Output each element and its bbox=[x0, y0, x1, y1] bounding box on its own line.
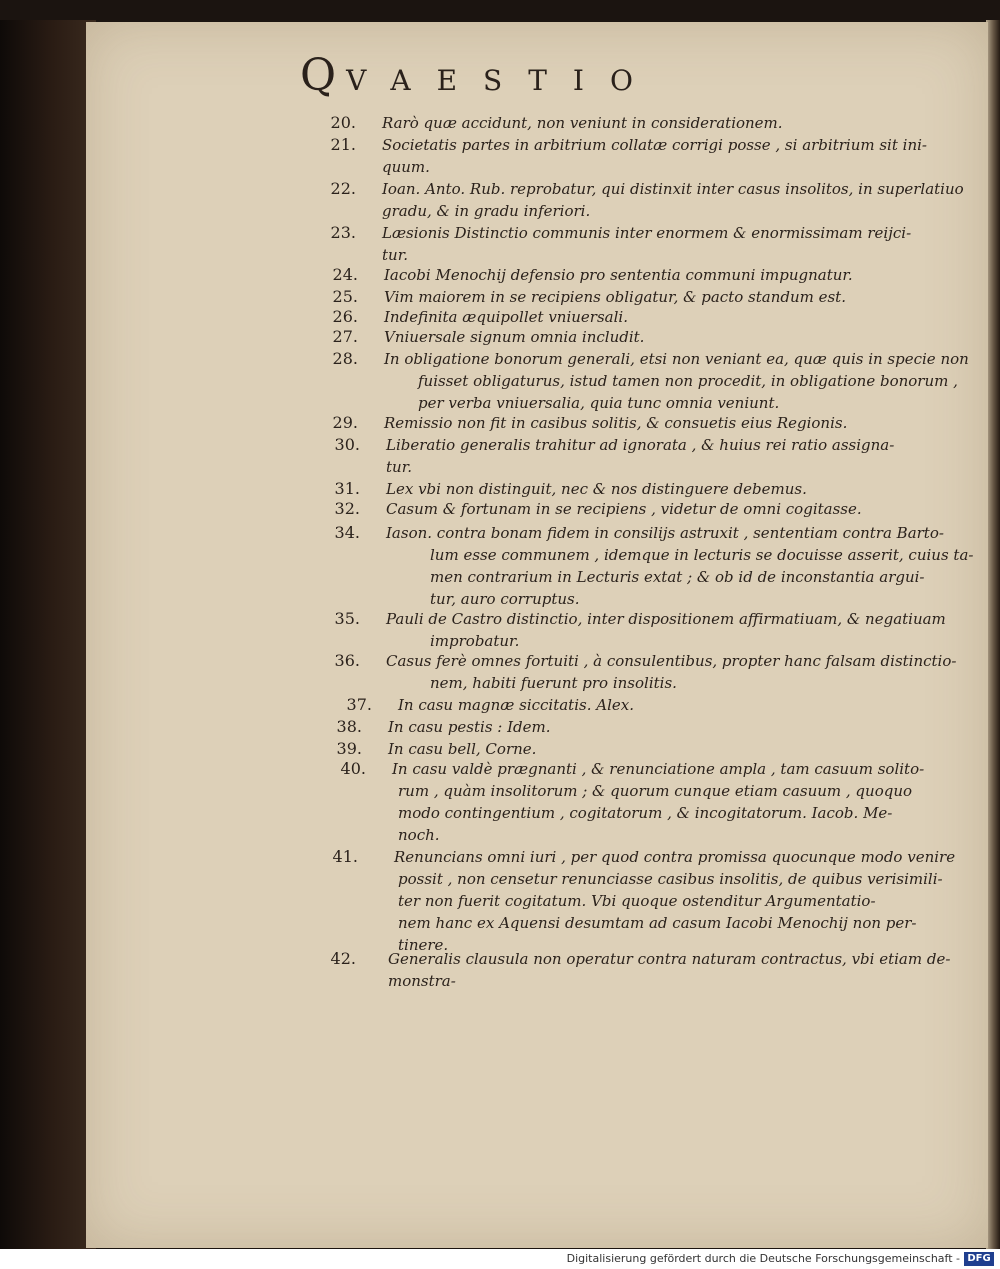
entry-line: In obligatione bonorum generali, etsi non veniant ea, quæ quis in specie non bbox=[384, 350, 969, 368]
entry-line: Ioan. Anto. Rub. reprobatur, qui distinxit inter casus insolitos, in superlatiuo bbox=[382, 180, 964, 198]
entry-line: modo contingentium , cogitatorum , & incogitatorum. Iacob. Me- bbox=[398, 804, 893, 822]
entry-line: Generalis clausula non operatur contra naturam contractus, vbi etiam de- bbox=[388, 950, 951, 968]
entry-number: 30. bbox=[334, 435, 360, 454]
entry-line: ter non fuerit cogitatum. Vbi quoque ostenditur Argumentatio- bbox=[398, 892, 876, 910]
entry-line: Vniuersale signum omnia includit. bbox=[384, 328, 645, 346]
entry-line: Iacobi Menochij defensio pro sententia communi impugnatur. bbox=[384, 266, 853, 284]
entry-number: 37. bbox=[346, 695, 372, 714]
entry-number: 24. bbox=[332, 265, 358, 284]
dfg-logo: DFG bbox=[964, 1252, 994, 1266]
entry-number: 28. bbox=[332, 349, 358, 368]
entry-line: tinere. bbox=[398, 936, 449, 954]
entry-number: 39. bbox=[336, 739, 362, 758]
entry-number: 38. bbox=[336, 717, 362, 736]
entry-line: nem hanc ex Aquensi desumtam ad casum Iacobi Menochij non per- bbox=[398, 914, 917, 932]
running-head-initial: Q bbox=[300, 50, 347, 101]
entry-number: 25. bbox=[332, 287, 358, 306]
entry-line: Indefinita æquipollet vniuersali. bbox=[384, 308, 628, 326]
entry-number: 35. bbox=[334, 609, 360, 628]
entry-line: fuisset obligaturus, istud tamen non procedit, in obligatione bonorum , bbox=[418, 372, 958, 390]
entry-line: Læsionis Distinctio communis inter enormem & enormissimam reijci- bbox=[382, 224, 912, 242]
entry-number: 23. bbox=[330, 223, 356, 242]
entry-line: nem, habiti fuerunt pro insolitis. bbox=[430, 674, 677, 692]
entry-line: men contrarium in Lecturis extat ; & ob id de inconstantia argui- bbox=[430, 568, 925, 586]
entry-line: In casu bell, Corne. bbox=[388, 740, 537, 758]
entry-line: tur. bbox=[386, 458, 412, 476]
entry-number: 22. bbox=[330, 179, 356, 198]
running-head-rest: VAESTIO bbox=[346, 64, 659, 97]
entry-line: Casus ferè omnes fortuiti , à consulentibus, propter hanc falsam distinctio- bbox=[386, 652, 957, 670]
entry-number: 21. bbox=[330, 135, 356, 154]
page-right-edge bbox=[986, 20, 1000, 1250]
book-spine-edge bbox=[0, 20, 96, 1250]
entry-line: Renuncians omni iuri , per quod contra promissa quocunque modo venire bbox=[394, 848, 956, 866]
entry-line: Pauli de Castro distinctio, inter dispositionem affirmatiuam, & negatiuam bbox=[386, 610, 946, 628]
entry-line: In casu valdè prægnanti , & renunciatione ampla , tam casuum solito- bbox=[392, 760, 925, 778]
entry-line: Societatis partes in arbitrium collatæ corrigi posse , si arbitrium sit ini- bbox=[382, 136, 927, 154]
entry-line: possit , non censetur renunciasse casibus insolitis, de quibus verisimili- bbox=[398, 870, 943, 888]
entry-line: lum esse communem , idemque in lecturis se docuisse asserit, cuius ta- bbox=[430, 546, 974, 564]
entry-number: 31. bbox=[334, 479, 360, 498]
entry-line: Lex vbi non distinguit, nec & nos distinguere debemus. bbox=[386, 480, 807, 498]
digitization-credit: Digitalisierung gefördert durch die Deutsche Forschungsgemeinschaft - bbox=[566, 1252, 960, 1265]
entry-line: quum. bbox=[382, 158, 430, 176]
entry-line: Vim maiorem in se recipiens obligatur, & pacto standum est. bbox=[384, 288, 846, 306]
entry-number: 36. bbox=[334, 651, 360, 670]
entry-line: Liberatio generalis trahitur ad ignorata , & huius rei ratio assigna- bbox=[386, 436, 895, 454]
entry-number: 42. bbox=[330, 949, 356, 968]
entry-line: rum , quàm insolitorum ; & quorum cunque etiam casuum , quoquo bbox=[398, 782, 913, 800]
entry-line: In casu magnæ siccitatis. Alex. bbox=[398, 696, 634, 714]
entry-line: Iason. contra bonam fidem in consilijs astruxit , sententiam contra Barto- bbox=[386, 524, 944, 542]
entry-line: tur. bbox=[382, 246, 408, 264]
entry-line: noch. bbox=[398, 826, 440, 844]
entry-number: 20. bbox=[330, 113, 356, 132]
entry-number: 29. bbox=[332, 413, 358, 432]
entry-line: tur, auro corruptus. bbox=[430, 590, 580, 608]
entry-number: 41. bbox=[332, 847, 358, 866]
entry-line: Remissio non fit in casibus solitis, & consuetis eius Regionis. bbox=[384, 414, 848, 432]
entry-line: monstra- bbox=[388, 972, 456, 990]
running-head bbox=[300, 50, 780, 100]
entry-number: 26. bbox=[332, 307, 358, 326]
entry-line: Casum & fortunam in se recipiens , videtur de omni cogitasse. bbox=[386, 500, 862, 518]
entry-line: Rarò quæ accidunt, non veniunt in considerationem. bbox=[382, 114, 783, 132]
entry-line: improbatur. bbox=[430, 632, 520, 650]
entry-line: gradu, & in gradu inferiori. bbox=[382, 202, 591, 220]
entry-number: 32. bbox=[334, 499, 360, 518]
entry-line: per verba vniuersalia, quia tunc omnia veniunt. bbox=[418, 394, 780, 412]
entry-line: In casu pestis : Idem. bbox=[388, 718, 551, 736]
entry-number: 34. bbox=[334, 523, 360, 542]
entry-number: 40. bbox=[340, 759, 366, 778]
entry-number: 27. bbox=[332, 327, 358, 346]
